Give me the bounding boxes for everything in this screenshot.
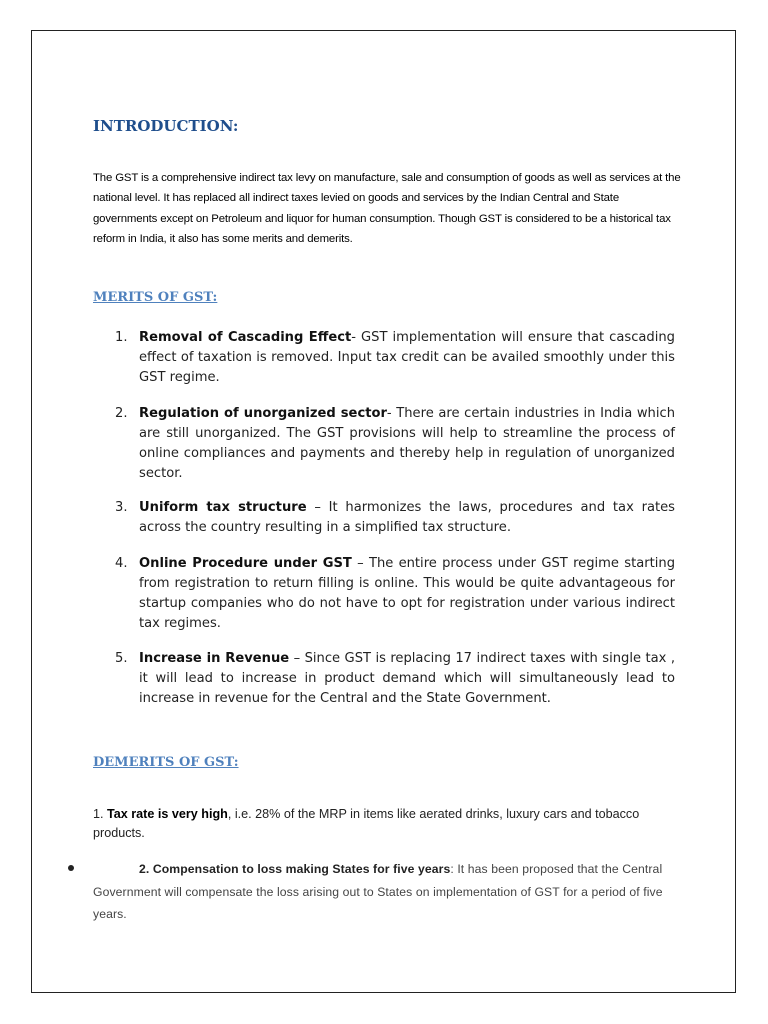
merit-item [115,554,676,634]
merit-item [115,404,675,484]
merit-title: Uniform tax structure [139,500,307,515]
merit-title: Increase in Revenue [139,651,290,666]
merit-item [115,649,675,709]
demerit-item [93,805,683,842]
demerit-text: , i.e. 28% of the MRP in items like aerated drinks, luxury cars and tobacco products. [93,807,640,840]
merit-text: – The entire process under GST regime starting from registration to return filling is online. This would be quite advantageous for startup companies who do not have to opt for registration under various indirect tax regimes. [139,556,676,631]
demerits-heading: DEMERITS OF GST: [93,755,239,770]
merit-title: Removal of Cascading Effect [139,330,352,345]
demerit-title: Tax rate is very high [107,807,228,821]
demerit-title: 2. Compensation to loss making States for five years [139,862,451,876]
merit-title: Online Procedure under GST [139,556,352,571]
demerit-item [93,858,673,926]
merit-text: - GST implementation will ensure that cascading effect of taxation is removed. Input tax credit can be availed smoothly under this GST regime. [139,330,675,385]
merit-text: – Since GST is replacing 17 indirect taxes with single tax , it will lead to increase in product demand which will simultaneously lead to increase in revenue for the Central and the State Government. [139,651,675,706]
merit-number: 5. [115,651,128,666]
merit-text: – It harmonizes the laws, procedures and tax rates across the country resulting in a simplified tax structure. [139,500,675,535]
merit-number: 3. [115,500,128,515]
merit-item [115,328,675,388]
introduction-heading: INTRODUCTION: [93,117,239,135]
demerit-number: 1. [93,807,104,821]
introduction-paragraph: The GST is a comprehensive indirect tax levy on manufacture, sale and consumption of goods as well as services at the national level. It has replaced all indirect taxes levied on goods and services by the Indian Central and State governments except on Petroleum and liquor for human consumption. Though GST is considered to be a historical tax reform in India, it also has some merits and demerits. [93,172,681,245]
merit-number: 1. [115,330,128,345]
merit-item [115,498,675,538]
demerit-text: : It has been proposed that the Central Government will compensate the loss arising out to States on implementation of GST for a period of five years. [93,862,663,921]
merit-title: Regulation of unorganized sector [139,406,387,421]
merit-number: 4. [115,556,128,571]
merits-heading: MERITS OF GST: [93,290,218,305]
merit-text: - There are certain industries in India which are still unorganized. The GST provisions will help to streamline the process of online compliances and payments and thereby help in regulation of unorganized sector. [139,406,675,481]
bullet-icon [68,865,74,871]
merit-number: 2. [115,406,128,421]
